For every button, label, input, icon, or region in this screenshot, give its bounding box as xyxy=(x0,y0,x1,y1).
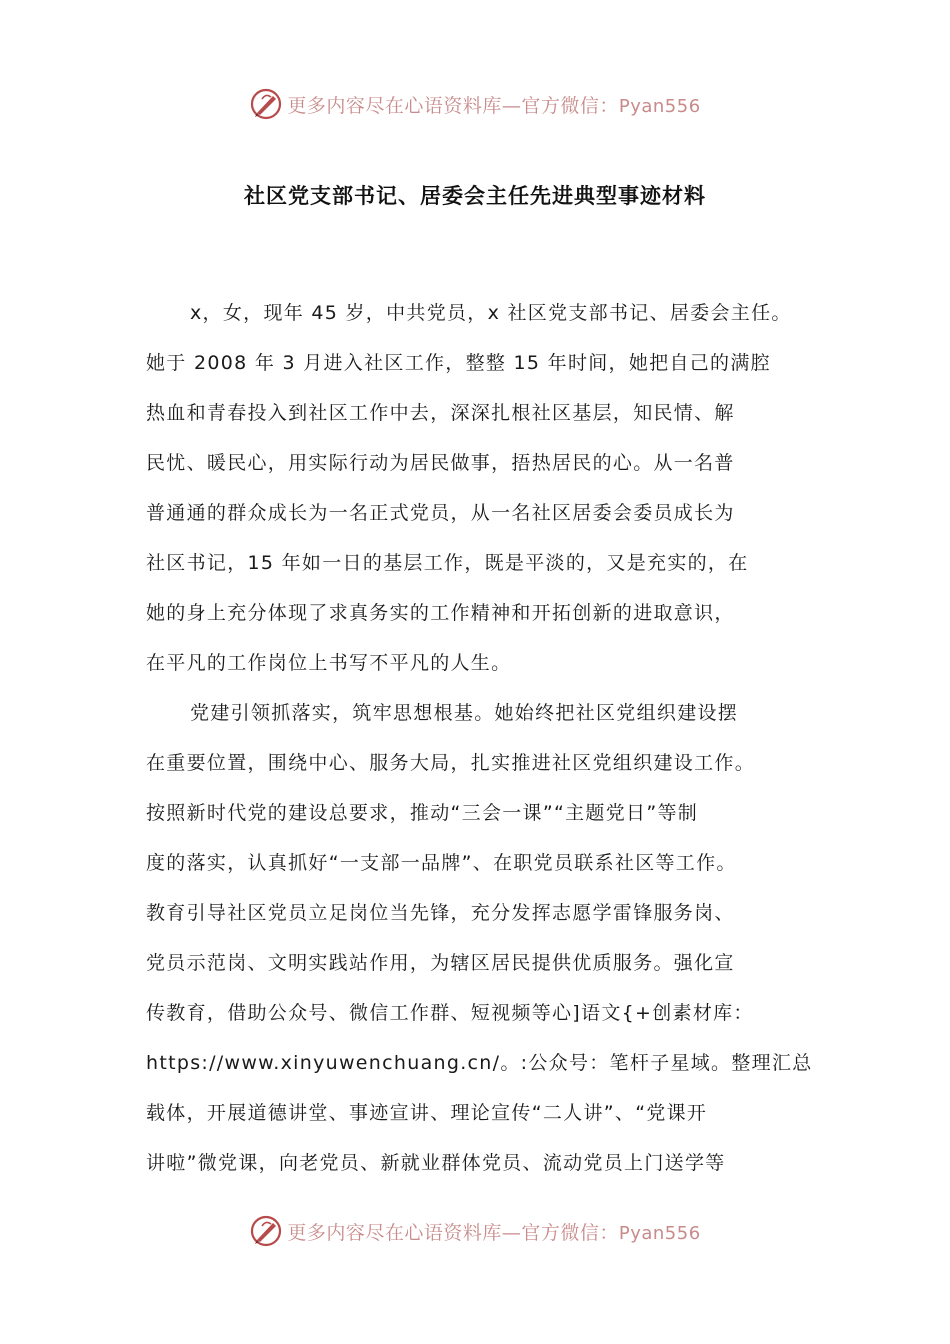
body-line-1: x，女，现年 45 岁，中共党员，x 社区党支部书记、居委会主任。 xyxy=(190,302,792,324)
pen-logo-icon xyxy=(249,87,283,121)
body-line-3: 热血和青春投入到社区工作中去，深深扎根社区基层，知民情、解 xyxy=(146,402,735,424)
watermark-handle: Pyan556 xyxy=(618,1222,701,1244)
body-line-10: 在重要位置，围绕中心、服务大局，扎实推进社区党组织建设工作。 xyxy=(146,752,756,774)
body-line-16: https://www.xinyuwenchuang.cn/。:公众号：笔杆子星域。整理汇总 xyxy=(146,1052,813,1074)
body-line-8: 在平凡的工作岗位上书写不平凡的人生。 xyxy=(146,652,512,674)
body-line-17: 载体，开展道德讲堂、事迹宣讲、理论宣传“二人讲”、“党课开 xyxy=(146,1102,708,1124)
body-line-2: 她于 2008 年 3 月进入社区工作，整整 15 年时间，她把自己的满腔 xyxy=(146,352,771,374)
body-line-13: 教育引导社区党员立足岗位当先锋，充分发挥志愿学雷锋服务岗、 xyxy=(146,902,735,924)
body-line-4: 民忧、暖民心，用实际行动为居民做事，捂热居民的心。从一名普 xyxy=(146,452,735,474)
pen-logo-icon xyxy=(249,1214,283,1248)
body-line-12: 度的落实，认真抓好“一支部一品牌”、在职党员联系社区等工作。 xyxy=(146,852,737,874)
body-line-7: 她的身上充分体现了求真务实的工作精神和开拓创新的进取意识， xyxy=(146,602,735,624)
document-title: 社区党支部书记、居委会主任先进典型事迹材料 xyxy=(244,183,706,208)
document-body xyxy=(146,288,826,1188)
body-line-14: 党员示范岗、文明实践站作用，为辖区居民提供优质服务。强化宣 xyxy=(146,952,735,974)
body-line-18: 讲啦”微党课，向老党员、新就业群体党员、流动党员上门送学等 xyxy=(146,1152,726,1174)
body-line-5: 普通通的群众成长为一名正式党员，从一名社区居委会委员成长为 xyxy=(146,502,735,524)
watermark-text: 更多内容尽在心语资料库—官方微信：Pyan556 xyxy=(287,1221,701,1244)
watermark-text: 更多内容尽在心语资料库—官方微信：Pyan556 xyxy=(287,94,701,117)
body-line-6: 社区书记，15 年如一日的基层工作，既是平淡的，又是充实的，在 xyxy=(146,552,749,574)
body-line-11: 按照新时代党的建设总要求，推动“三会一课”“主题党日”等制 xyxy=(146,802,699,824)
watermark-banner-top xyxy=(0,84,950,124)
body-line-9: 党建引领抓落实，筑牢思想根基。她始终把社区党组织建设摆 xyxy=(190,702,739,724)
watermark-handle: Pyan556 xyxy=(618,95,701,117)
body-line-15: 传教育，借助公众号、微信工作群、短视频等心]语文{+创素材库： xyxy=(146,1002,754,1024)
watermark-banner-bottom xyxy=(0,1211,950,1251)
